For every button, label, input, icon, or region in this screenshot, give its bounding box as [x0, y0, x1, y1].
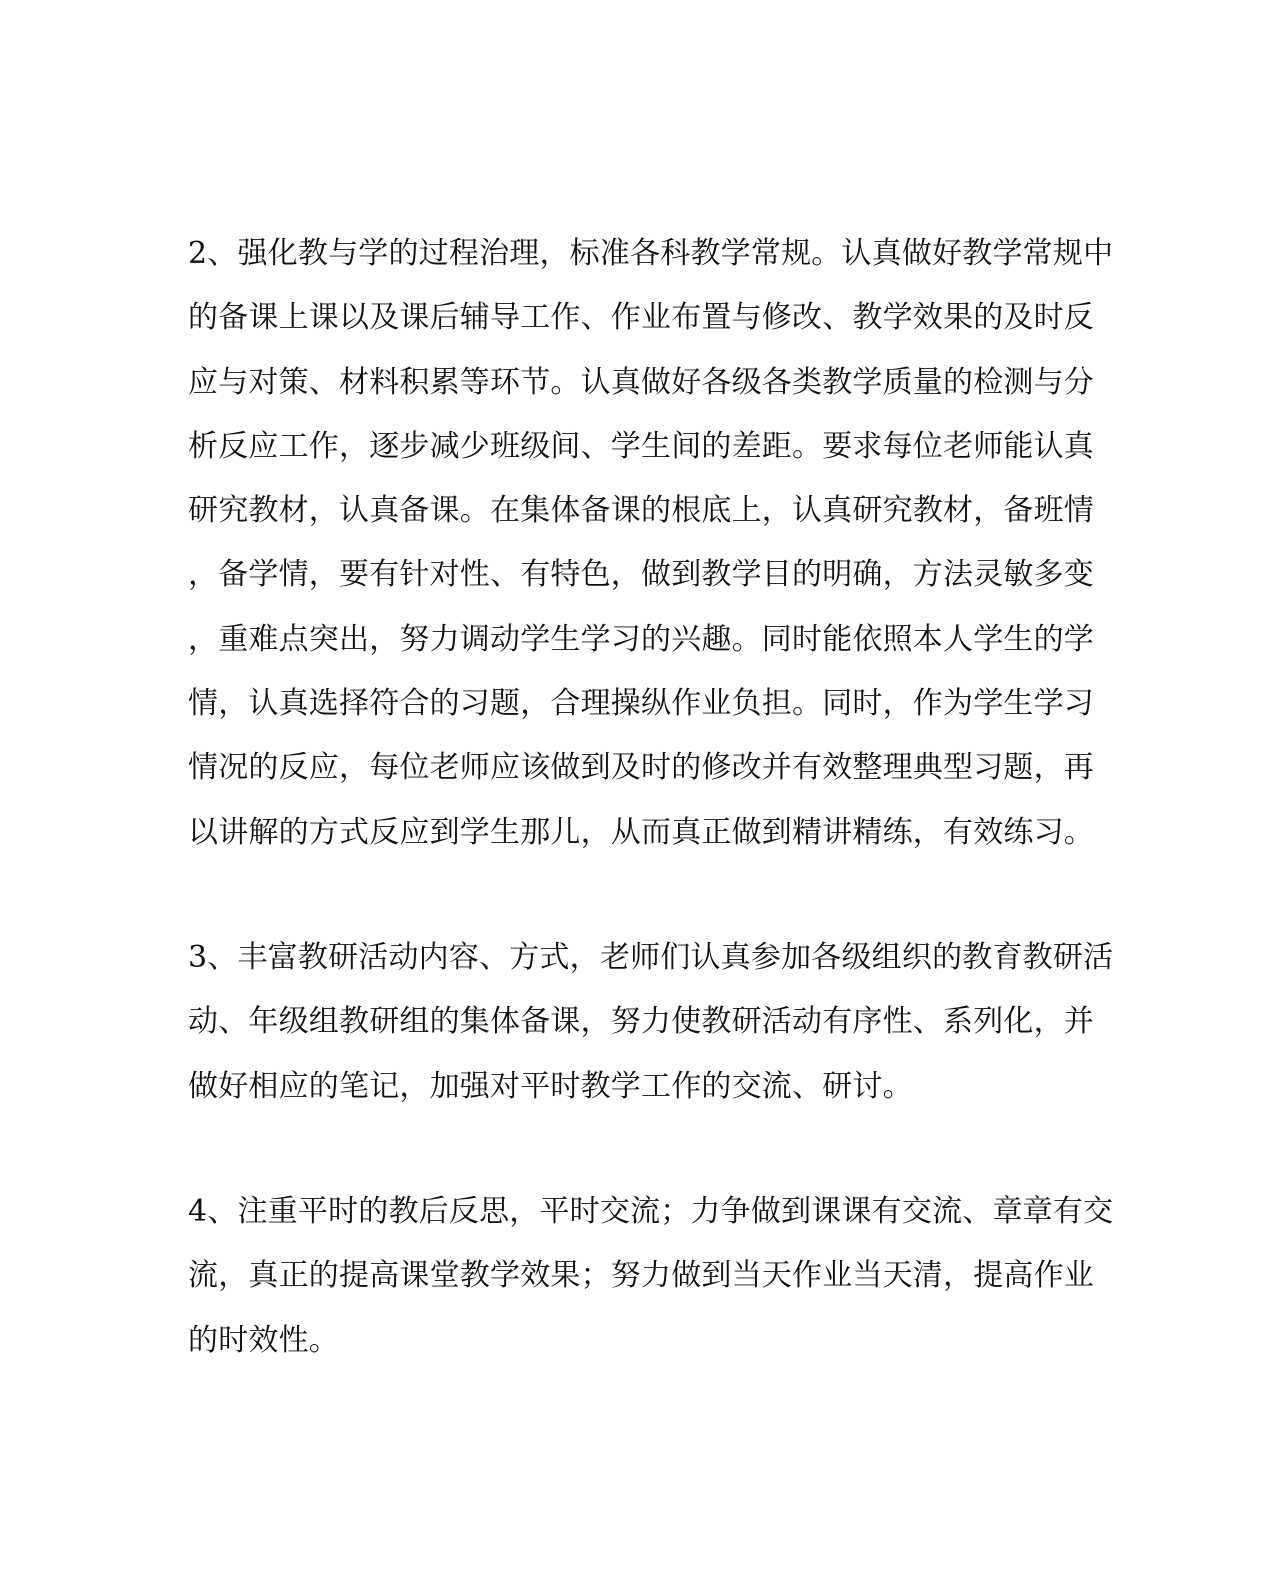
text-line: 流，真正的提高课堂教学效果；努力做到当天作业当天清，提高作业: [188, 1258, 1094, 1294]
text-line: 以讲解的方式反应到学生那儿，从而真正做到精讲精练，有效练习。: [188, 814, 1094, 850]
text-line: 2、强化教与学的过程治理，标准各科教学常规。认真做好教学常规中: [188, 236, 1114, 271]
text-line: 的时效性。: [188, 1322, 339, 1358]
text-line: ，备学情，要有针对性、有特色，做到教学目的明确，方法灵敏多变: [188, 557, 1094, 593]
text-line: 情况的反应，每位老师应该做到及时的修改并有效整理典型习题，再: [188, 750, 1094, 786]
paragraph-4: [188, 1180, 1114, 1373]
text-line: 研究教材，认真备课。在集体备课的根底上，认真研究教材，备班情: [188, 493, 1094, 529]
text-line: 3、丰富教研活动内容、方式，老师们认真参加各级组织的教育教研活: [188, 940, 1114, 975]
text-line: ，重难点突出，努力调动学生学习的兴趣。同时能依照本人学生的学: [188, 621, 1094, 657]
text-line: 4、注重平时的教后反思，平时交流；力争做到课课有交流、章章有交: [188, 1194, 1114, 1229]
text-line: 做好相应的笔记，加强对平时教学工作的交流、研讨。: [188, 1068, 913, 1104]
text-line: 应与对策、材料积累等环节。认真做好各级各类教学质量的检测与分: [188, 364, 1094, 400]
text-line: 情，认真选择符合的习题，合理操纵作业负担。同时，作为学生学习: [188, 686, 1094, 722]
text-line: 动、年级组教研组的集体备课，努力使教研活动有序性、系列化，并: [188, 1004, 1094, 1040]
text-line: 析反应工作，逐步减少班级间、学生间的差距。要求每位老师能认真: [188, 428, 1094, 464]
paragraph-2: [188, 222, 1114, 865]
paragraph-3: [188, 926, 1114, 1119]
text-line: 的备课上课以及课后辅导工作、作业布置与修改、教学效果的及时反: [188, 300, 1094, 336]
